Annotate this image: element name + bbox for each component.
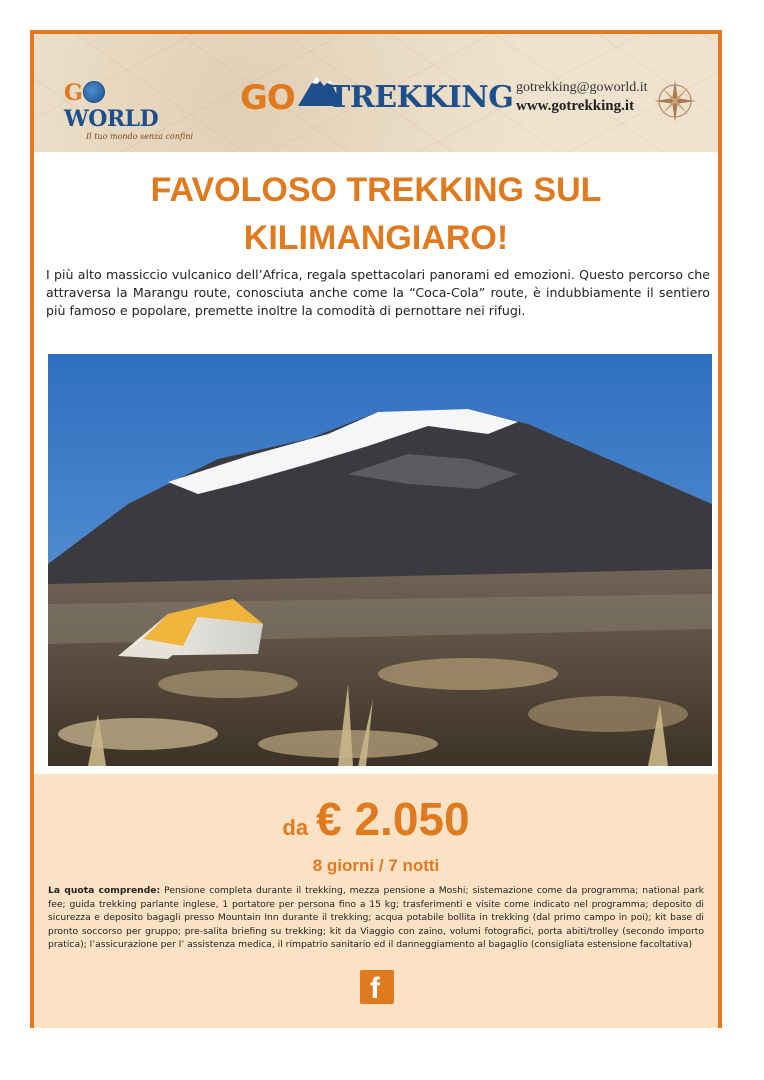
quota-text: Pensione completa durante il trekking, mezza pensione a Moshi; sistemazione come da programma; national park fee; guida trekking parlante inglese, 1 portatore per persona fino a 15 kg; trasferimenti e visite come indicato nel programma; deposito di sicurezza e deposito bagagli presso Mountain Inn durante il trekking; acqua potabile bollita in trekking (dal primo campo in poi); kit base di pronto soccorso per gruppo; pre-salita briefing su trekking; kit da Viaggio con zaino, volumi fotografici, porta abiti/trolley (secondo importo pratica); l’assicurazione per l’ assistenza medica, il rimpatrio sanitario ed il danneggiamento al bagaglio (consigliata estensione facoltativa)	[48, 885, 705, 950]
gotrekking-logo[interactable]	[240, 72, 514, 118]
title-line-2: KILIMANGIARO!	[243, 219, 509, 257]
website-link[interactable]: www.gotrekking.it	[516, 98, 635, 114]
header-band	[34, 34, 718, 152]
gotrekking-go: GO	[240, 78, 295, 118]
globe-icon	[83, 81, 105, 103]
trip-duration: 8 giorni / 7 notti	[312, 856, 440, 875]
price-line	[34, 792, 718, 846]
quota-includes	[48, 884, 704, 952]
goworld-rest: ORLD	[88, 106, 159, 132]
compass-rose-icon	[652, 78, 698, 124]
price-prefix: da	[282, 815, 309, 840]
goworld-tagline: Il tuo mondo senza confini	[86, 132, 194, 141]
goworld-wordmark	[64, 80, 194, 132]
page-title	[34, 166, 718, 262]
goworld-logo[interactable]	[64, 80, 194, 141]
facebook-icon[interactable]	[360, 970, 394, 1004]
poster-frame	[30, 30, 722, 1028]
goworld-w: W	[64, 106, 89, 132]
goworld-g: G	[64, 80, 83, 106]
intro-paragraph: I più alto massiccio vulcanico dell’Africa, regala spettacolari panorami ed emozioni. Questo percorso che attraversa la Marangu route, conosciuta anche come la “Coca-Cola” route, è indubbiamente il sentiero più famoso e popolare, premette inoltre la comodità di pernottare nei rifugi.	[46, 267, 710, 318]
kilimanjaro-photo	[48, 354, 712, 766]
contact-info	[516, 80, 648, 115]
facebook-glyph: f	[370, 972, 380, 1005]
price-section	[34, 774, 718, 1028]
quota-label: La quota comprende:	[48, 885, 161, 896]
gotrekking-trekking: TREKKING	[328, 80, 514, 115]
price-amount: € 2.050	[316, 793, 470, 845]
title-line-1: FAVOLOSO TREKKING SUL	[150, 171, 602, 209]
email-link[interactable]: gotrekking@goworld.it	[516, 80, 648, 95]
